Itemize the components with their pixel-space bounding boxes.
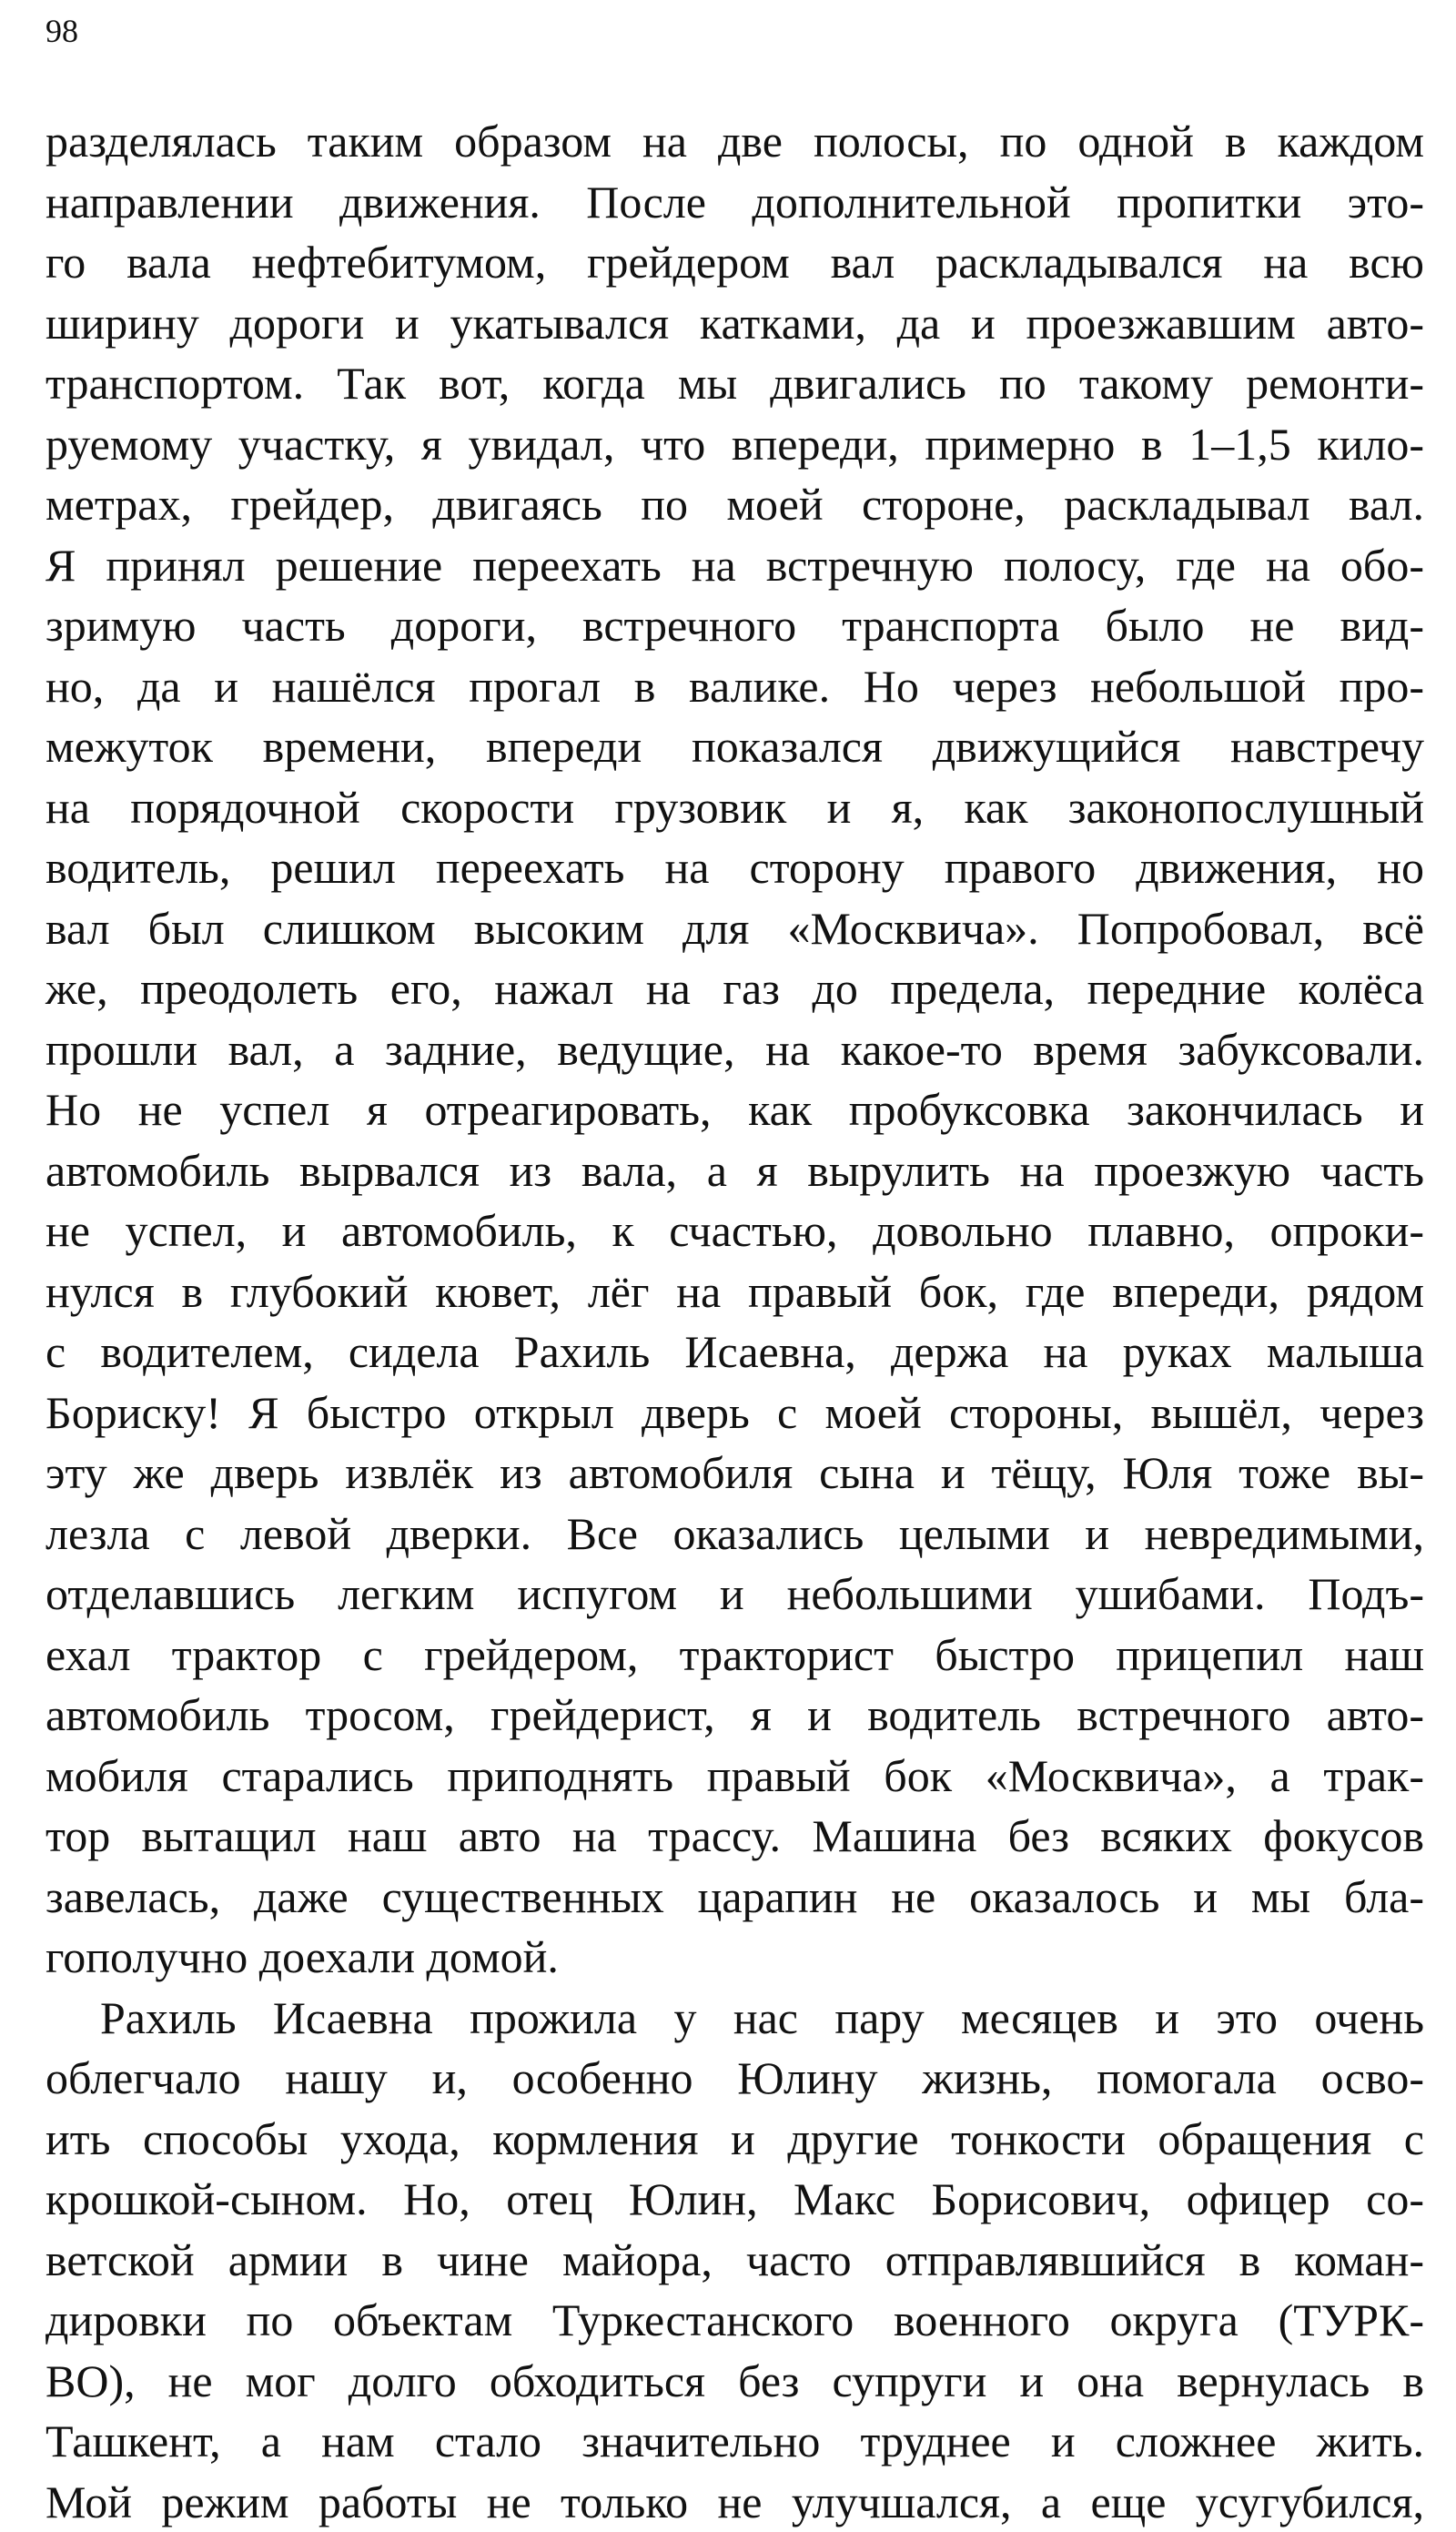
text-line: тор вытащил наш авто на трассу. Машина без всяких фокусов xyxy=(46,1806,1424,1867)
text-line: нулся в глубокий кювет, лёг на правый бок, где впереди, рядом xyxy=(46,1261,1424,1322)
text-line: на порядочной скорости грузовик и я, как законопослушный xyxy=(46,777,1424,838)
text-line: же, преодолеть его, нажал на газ до предела, передние колёса xyxy=(46,958,1424,1019)
text-line: Рахиль Исаевна прожила у нас пару месяцев и это очень xyxy=(46,1988,1424,2049)
text-line: разделялась таким образом на две полосы, по одной в каждом xyxy=(46,111,1424,172)
text-line: ВО), не мог долго обходиться без супруги и она вернулась в xyxy=(46,2351,1424,2412)
text-line: зримую часть дороги, встречного транспорта было не вид- xyxy=(46,595,1424,656)
page-number: 98 xyxy=(46,9,78,53)
text-line: лезла с левой дверки. Все оказались целыми и невредимыми, xyxy=(46,1504,1424,1565)
text-line: ехал трактор с грейдером, тракторист быстро прицепил наш xyxy=(46,1625,1424,1686)
text-line: Мой режим работы не только не улучшался, а еще усугубился, xyxy=(46,2472,1424,2532)
text-line: метрах, грейдер, двигаясь по моей стороне, раскладывал вал. xyxy=(46,474,1424,535)
text-line: Но не успел я отреагировать, как пробуксовка закончилась и xyxy=(46,1079,1424,1140)
text-line: межуток времени, впереди показался движущийся навстречу xyxy=(46,716,1424,777)
text-line: Ташкент, а нам стало значительно труднее и сложнее жить. xyxy=(46,2411,1424,2472)
text-line: прошли вал, а задние, ведущие, на какое-то время забуксовали. xyxy=(46,1019,1424,1080)
text-line: не успел, и автомобиль, к счастью, довольно плавно, опроки- xyxy=(46,1200,1424,1261)
text-line: Бориску! Я быстро открыл дверь с моей стороны, вышёл, через xyxy=(46,1382,1424,1443)
text-line: руемому участку, я увидал, что впереди, примерно в 1–1,5 кило- xyxy=(46,414,1424,475)
text-line: с водителем, сидела Рахиль Исаевна, держа на руках малыша xyxy=(46,1322,1424,1382)
text-line: вал был слишком высоким для «Москвича». Попробовал, всё xyxy=(46,898,1424,959)
text-line: автомобиль вырвался из вала, а я вырулить на проезжую часть xyxy=(46,1140,1424,1201)
body-text xyxy=(46,111,1424,2532)
paragraph-1 xyxy=(46,111,1424,1988)
text-line: крошкой-сыном. Но, отец Юлин, Макс Борисович, офицер со- xyxy=(46,2169,1424,2230)
text-line: но, да и нашёлся прогал в валике. Но через небольшой про- xyxy=(46,656,1424,717)
text-line: гополучно доехали домой. xyxy=(46,1927,1424,1988)
text-line: ширину дороги и укатывался катками, да и проезжавшим авто- xyxy=(46,293,1424,354)
text-line: автомобиль тросом, грейдерист, я и водитель встречного авто- xyxy=(46,1685,1424,1746)
text-line: ветской армии в чине майора, часто отправлявшийся в коман- xyxy=(46,2230,1424,2291)
text-line: завелась, даже существенных царапин не оказалось и мы бла- xyxy=(46,1867,1424,1928)
text-line: го вала нефтебитумом, грейдером вал раскладывался на всю xyxy=(46,232,1424,293)
text-line: отделавшись легким испугом и небольшими ушибами. Подъ- xyxy=(46,1564,1424,1625)
text-line: облегчало нашу и, особенно Юлину жизнь, помогала осво- xyxy=(46,2048,1424,2109)
text-line: водитель, решил переехать на сторону правого движения, но xyxy=(46,837,1424,898)
text-line: направлении движения. После дополнительной пропитки это- xyxy=(46,172,1424,233)
paragraph-2 xyxy=(46,1988,1424,2532)
text-line: Я принял решение переехать на встречную полосу, где на обо- xyxy=(46,535,1424,596)
text-line: дировки по объектам Туркестанского военного округа (ТУРК- xyxy=(46,2290,1424,2351)
text-line: мобиля старались приподнять правый бок «Москвича», а трак- xyxy=(46,1746,1424,1807)
text-line: транспортом. Так вот, когда мы двигались по такому ремонти- xyxy=(46,353,1424,414)
text-line: эту же дверь извлёк из автомобиля сына и тёщу, Юля тоже вы- xyxy=(46,1443,1424,1504)
text-line: ить способы ухода, кормления и другие тонкости обращения с xyxy=(46,2109,1424,2170)
